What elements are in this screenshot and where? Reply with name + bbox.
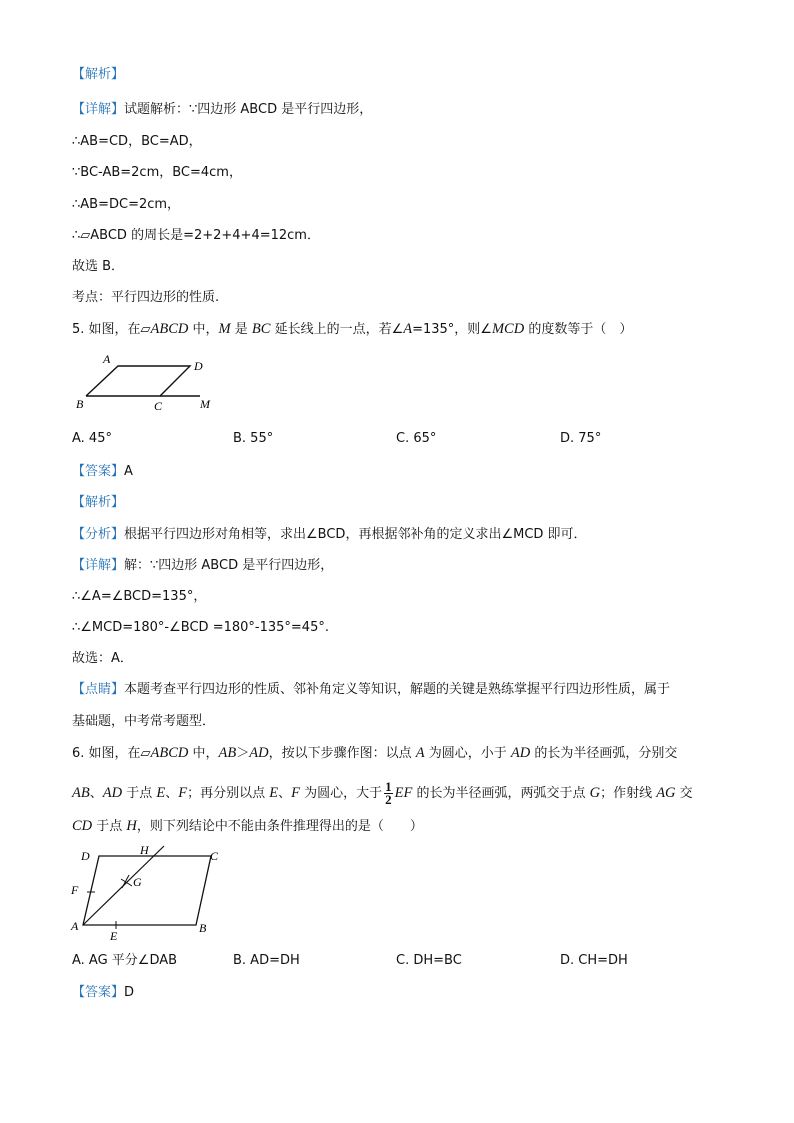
solution-line: ∴AB=CD，BC=AD，: [72, 134, 202, 149]
label-a: A: [103, 352, 111, 366]
label-b: B: [76, 397, 84, 411]
question-6-stem-line: 6. 如图，在▱ABCD 中，AB＞AD，按以下步骤作图：以点 A 为圆心，小于 AD 的长为半径画弧，分别交: [72, 745, 678, 761]
label-m: M: [200, 397, 210, 411]
question-6-stem-line: CD 于点 H，则下列结论中不能由条件推理得出的是（ ）: [72, 818, 423, 834]
solution-line: ∴∠MCD=180°-∠BCD =180°-135°=45°.: [72, 620, 329, 635]
solution-line: ∴∠A=∠BCD=135°，: [72, 589, 207, 604]
parallelogram-outline: [86, 366, 190, 396]
analysis-heading: 【解析】: [72, 67, 125, 82]
parallelogram-figure-q5: [70, 350, 230, 416]
detail-line: 【详解】解：∵四边形 ABCD 是平行四边形，: [72, 558, 334, 573]
comment-line: 基础题，中考常考题型．: [72, 714, 216, 729]
fraction-one-half: $\frac{1}{2}$: [385, 779, 392, 807]
parallelogram-figure-q6: [66, 838, 236, 948]
solution-line: ∴▱ABCD 的周长是=2+2+4+4=12cm．: [72, 228, 320, 243]
option-a: A. 45°: [72, 431, 112, 446]
label-h: H: [140, 843, 149, 857]
label-f: F: [71, 883, 79, 897]
option-a: A. AG 平分∠DAB: [72, 953, 178, 968]
solution-line: ∵BC-AB=2cm，BC=4cm，: [72, 165, 242, 180]
option-c: C. 65°: [396, 431, 437, 446]
answer-line: 【答案】D: [72, 985, 135, 1000]
parallelogram-outline: [83, 856, 211, 925]
question-6-stem-line: AB、AD 于点 E、F；再分别以点 E、F 为圆心，大于 $\frac{1}{2}$ EF 的长为半径画弧，两弧交于点 G；作射线 AG 交: [72, 779, 693, 807]
label-a: A: [71, 919, 79, 933]
solution-line: ∴AB=DC=2cm，: [72, 197, 181, 212]
label-d: D: [194, 359, 203, 373]
label-c: C: [210, 849, 219, 863]
answer-line: 【答案】A: [72, 464, 133, 479]
option-d: D. 75°: [560, 431, 602, 446]
option-d: D. CH=DH: [560, 953, 628, 968]
detail-line: 【详解】试题解析：∵四边形 ABCD 是平行四边形，: [72, 102, 373, 117]
comment-line: 【点睛】本题考查平行四边形的性质、邻补角定义等知识，解题的关键是熟练掌握平行四边形性质，属于: [72, 682, 671, 697]
label-b: B: [199, 921, 207, 935]
label-e: E: [110, 929, 118, 943]
analysis-heading: 【解析】: [72, 495, 125, 510]
option-b: B. 55°: [233, 431, 274, 446]
label-c: C: [154, 399, 163, 413]
knowledge-point: 考点：平行四边形的性质.: [72, 290, 220, 305]
choice-line: 故选 B．: [72, 259, 125, 274]
option-b: B. AD=DH: [233, 953, 300, 968]
analysis-line: 【分析】根据平行四边形对角相等，求出∠BCD，再根据邻补角的定义求出∠MCD 即可．: [72, 527, 587, 542]
label-g: G: [133, 875, 142, 889]
choice-line: 故选：A．: [72, 651, 133, 666]
label-d: D: [81, 849, 90, 863]
option-c: C. DH=BC: [396, 953, 462, 968]
question-5-stem: 5. 如图，在▱ABCD 中，M 是 BC 延长线上的一点，若∠A=135°，则∠MCD 的度数等于（ ）: [72, 321, 633, 337]
